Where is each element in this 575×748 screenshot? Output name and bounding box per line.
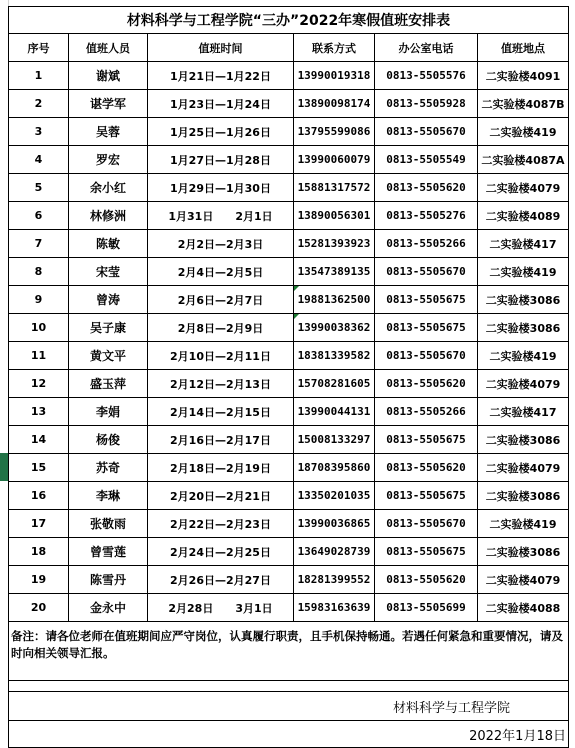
duty-location-cell[interactable]: 二实验楼4079 — [478, 370, 569, 398]
contact-phone-cell[interactable]: 18281399552 — [294, 566, 375, 594]
office-phone-cell[interactable]: 0813-5505620 — [375, 454, 478, 482]
office-phone-cell[interactable]: 0813-5505670 — [375, 342, 478, 370]
office-phone-cell[interactable]: 0813-5505670 — [375, 118, 478, 146]
contact-phone-cell[interactable]: 13795599086 — [294, 118, 375, 146]
blank-row — [9, 681, 569, 692]
staff-name-cell[interactable]: 谌学军 — [69, 90, 148, 118]
contact-phone-cell[interactable]: 13350201035 — [294, 482, 375, 510]
contact-phone-cell[interactable]: 15708281605 — [294, 370, 375, 398]
office-phone-cell[interactable]: 0813-5505576 — [375, 62, 478, 90]
duty-location-cell[interactable]: 二实验楼3086 — [478, 314, 569, 342]
table-row — [9, 230, 569, 258]
table-row — [9, 594, 569, 622]
contact-phone-cell[interactable]: 15008133297 — [294, 426, 375, 454]
duty-location-cell[interactable]: 二实验楼419 — [478, 510, 569, 538]
duty-time-cell[interactable]: 2月26日—2月27日 — [148, 566, 294, 594]
office-phone-cell[interactable]: 0813-5505620 — [375, 566, 478, 594]
duty-time-cell[interactable]: 2月14日—2月15日 — [148, 398, 294, 426]
contact-phone-cell[interactable]: 19881362500 — [294, 286, 375, 314]
staff-name-cell[interactable]: 曾涛 — [69, 286, 148, 314]
duty-time-cell[interactable]: 1月31日 2月1日 — [148, 202, 294, 230]
staff-name-cell[interactable]: 林修洲 — [69, 202, 148, 230]
row-number-cell[interactable]: 12 — [9, 370, 69, 398]
table-row — [9, 286, 569, 314]
duty-time-cell[interactable]: 2月22日—2月23日 — [148, 510, 294, 538]
row-number-cell[interactable]: 5 — [9, 174, 69, 202]
contact-phone-cell[interactable]: 18708395860 — [294, 454, 375, 482]
staff-name-cell[interactable]: 杨俊 — [69, 426, 148, 454]
duty-time-cell[interactable]: 2月20日—2月21日 — [148, 482, 294, 510]
row-number-cell[interactable]: 7 — [9, 230, 69, 258]
duty-location-cell[interactable]: 二实验楼3086 — [478, 286, 569, 314]
duty-time-cell[interactable]: 2月12日—2月13日 — [148, 370, 294, 398]
table-row — [9, 174, 569, 202]
comment-indicator-icon — [294, 286, 299, 291]
duty-time-cell[interactable]: 2月28日 3月1日 — [148, 594, 294, 622]
header-cell[interactable]: 值班人员 — [69, 34, 148, 62]
table-row — [9, 538, 569, 566]
duty-location-cell[interactable]: 二实验楼417 — [478, 230, 569, 258]
duty-time-cell[interactable]: 1月25日—1月26日 — [148, 118, 294, 146]
staff-name-cell[interactable]: 曾雪莲 — [69, 538, 148, 566]
date-row — [9, 721, 569, 748]
office-phone-cell[interactable]: 0813-5505549 — [375, 146, 478, 174]
staff-name-cell[interactable]: 吴子康 — [69, 314, 148, 342]
office-phone-cell[interactable]: 0813-5505620 — [375, 174, 478, 202]
staff-name-cell[interactable]: 陈雪丹 — [69, 566, 148, 594]
table-row — [9, 118, 569, 146]
row-number-cell[interactable]: 4 — [9, 146, 69, 174]
duty-time-cell[interactable]: 2月18日—2月19日 — [148, 454, 294, 482]
staff-name-cell[interactable]: 吴蓉 — [69, 118, 148, 146]
row-number-cell[interactable]: 16 — [9, 482, 69, 510]
duty-location-cell[interactable]: 二实验楼4089 — [478, 202, 569, 230]
row-number-cell[interactable]: 14 — [9, 426, 69, 454]
duty-location-cell[interactable]: 二实验楼4088 — [478, 594, 569, 622]
duty-location-cell[interactable]: 二实验楼4079 — [478, 454, 569, 482]
duty-location-cell[interactable]: 二实验楼419 — [478, 342, 569, 370]
row-number-cell[interactable]: 15 — [9, 454, 69, 482]
header-cell[interactable]: 序号 — [9, 34, 69, 62]
table-row — [9, 398, 569, 426]
duty-time-cell[interactable]: 2月16日—2月17日 — [148, 426, 294, 454]
note-row — [9, 622, 569, 681]
duty-location-cell[interactable]: 二实验楼4091 — [478, 62, 569, 90]
table-row — [9, 566, 569, 594]
contact-phone-cell[interactable]: 13990036865 — [294, 510, 375, 538]
staff-name-cell[interactable]: 金永中 — [69, 594, 148, 622]
duty-location-cell[interactable]: 二实验楼419 — [478, 118, 569, 146]
contact-phone-cell[interactable]: 15983163639 — [294, 594, 375, 622]
table-row — [9, 482, 569, 510]
office-phone-cell[interactable]: 0813-5505670 — [375, 258, 478, 286]
table-row — [9, 314, 569, 342]
duty-time-cell[interactable]: 1月29日—1月30日 — [148, 174, 294, 202]
duty-location-cell[interactable]: 二实验楼419 — [478, 258, 569, 286]
contact-phone-cell[interactable]: 13547389135 — [294, 258, 375, 286]
blank-cell[interactable] — [9, 681, 569, 692]
table-row — [9, 370, 569, 398]
contact-phone-cell[interactable]: 15281393923 — [294, 230, 375, 258]
office-phone-cell[interactable]: 0813-5505276 — [375, 202, 478, 230]
staff-name-cell[interactable]: 陈敏 — [69, 230, 148, 258]
table-row — [9, 90, 569, 118]
row-number-cell[interactable]: 6 — [9, 202, 69, 230]
duty-time-cell[interactable]: 2月24日—2月25日 — [148, 538, 294, 566]
staff-name-cell[interactable]: 黄文平 — [69, 342, 148, 370]
office-phone-cell[interactable]: 0813-5505675 — [375, 314, 478, 342]
row-number-cell[interactable]: 13 — [9, 398, 69, 426]
duty-location-cell[interactable]: 二实验楼3086 — [478, 482, 569, 510]
duty-location-cell[interactable]: 二实验楼4079 — [478, 174, 569, 202]
office-phone-cell[interactable]: 0813-5505266 — [375, 230, 478, 258]
duty-time-cell[interactable]: 2月6日—2月7日 — [148, 286, 294, 314]
staff-name-cell[interactable]: 李琳 — [69, 482, 148, 510]
duty-location-cell[interactable]: 二实验楼3086 — [478, 538, 569, 566]
office-phone-cell[interactable]: 0813-5505266 — [375, 398, 478, 426]
row-number-cell[interactable]: 2 — [9, 90, 69, 118]
row-number-cell[interactable]: 19 — [9, 566, 69, 594]
duty-time-cell[interactable]: 2月10日—2月11日 — [148, 342, 294, 370]
staff-name-cell[interactable]: 罗宏 — [69, 146, 148, 174]
row-number-cell[interactable]: 20 — [9, 594, 69, 622]
table-row — [9, 342, 569, 370]
office-phone-cell[interactable]: 0813-5505675 — [375, 426, 478, 454]
staff-name-cell[interactable]: 宋莹 — [69, 258, 148, 286]
duty-location-cell[interactable]: 二实验楼4079 — [478, 566, 569, 594]
row-number-cell[interactable]: 18 — [9, 538, 69, 566]
comment-indicator-icon — [294, 314, 299, 319]
issue-date[interactable]: 2022年1月18日 — [9, 721, 569, 748]
contact-phone-cell[interactable]: 15881317572 — [294, 174, 375, 202]
table-row — [9, 202, 569, 230]
table-title[interactable]: 材料科学与工程学院“三办”2022年寒假值班安排表 — [9, 7, 569, 34]
duty-schedule-table — [8, 6, 569, 748]
duty-location-cell[interactable]: 二实验楼3086 — [478, 426, 569, 454]
office-phone-cell[interactable]: 0813-5505675 — [375, 538, 478, 566]
duty-time-cell[interactable]: 2月2日—2月3日 — [148, 230, 294, 258]
duty-location-cell[interactable]: 二实验楼4087A — [478, 146, 569, 174]
staff-name-cell[interactable]: 盛玉萍 — [69, 370, 148, 398]
header-row — [9, 34, 569, 62]
header-cell[interactable]: 办公室电话 — [375, 34, 478, 62]
row-number-cell[interactable]: 8 — [9, 258, 69, 286]
duty-time-cell[interactable]: 1月21日—1月22日 — [148, 62, 294, 90]
table-row — [9, 426, 569, 454]
duty-time-cell[interactable]: 2月4日—2月5日 — [148, 258, 294, 286]
row-number-cell[interactable]: 11 — [9, 342, 69, 370]
row-number-cell[interactable]: 3 — [9, 118, 69, 146]
contact-phone-cell[interactable]: 13649028739 — [294, 538, 375, 566]
staff-name-cell[interactable]: 谢斌 — [69, 62, 148, 90]
duty-time-cell[interactable]: 1月23日—1月24日 — [148, 90, 294, 118]
selected-row-indicator — [0, 453, 8, 481]
row-number-cell[interactable]: 10 — [9, 314, 69, 342]
duty-time-cell[interactable]: 1月27日—1月28日 — [148, 146, 294, 174]
office-phone-cell[interactable]: 0813-5505675 — [375, 482, 478, 510]
row-number-cell[interactable]: 1 — [9, 62, 69, 90]
row-number-cell[interactable]: 9 — [9, 286, 69, 314]
table-row — [9, 510, 569, 538]
contact-phone-cell[interactable]: 18381339582 — [294, 342, 375, 370]
duty-location-cell[interactable]: 二实验楼4087B — [478, 90, 569, 118]
table-row — [9, 62, 569, 90]
note-cell[interactable]: 备注：请各位老师在值班期间应严守岗位，认真履行职责，且手机保持畅通。若遇任何紧急和重要情况，请及时向相关领导汇报。 — [9, 622, 569, 681]
header-cell[interactable]: 联系方式 — [294, 34, 375, 62]
contact-phone-cell[interactable]: 13990019318 — [294, 62, 375, 90]
duty-time-cell[interactable]: 2月8日—2月9日 — [148, 314, 294, 342]
contact-phone-cell[interactable]: 13890098174 — [294, 90, 375, 118]
office-phone-cell[interactable]: 0813-5505670 — [375, 510, 478, 538]
table-row — [9, 454, 569, 482]
staff-name-cell[interactable]: 余小红 — [69, 174, 148, 202]
contact-phone-cell[interactable]: 13890056301 — [294, 202, 375, 230]
organization-signature[interactable]: 材料科学与工程学院 — [9, 692, 569, 721]
contact-phone-cell[interactable]: 13990060079 — [294, 146, 375, 174]
office-phone-cell[interactable]: 0813-5505928 — [375, 90, 478, 118]
header-cell[interactable]: 值班时间 — [148, 34, 294, 62]
staff-name-cell[interactable]: 张敬雨 — [69, 510, 148, 538]
contact-phone-cell[interactable]: 13990038362 — [294, 314, 375, 342]
header-cell[interactable]: 值班地点 — [478, 34, 569, 62]
office-phone-cell[interactable]: 0813-5505675 — [375, 286, 478, 314]
contact-phone-cell[interactable]: 13990044131 — [294, 398, 375, 426]
duty-location-cell[interactable]: 二实验楼417 — [478, 398, 569, 426]
table-row — [9, 146, 569, 174]
staff-name-cell[interactable]: 李娟 — [69, 398, 148, 426]
office-phone-cell[interactable]: 0813-5505620 — [375, 370, 478, 398]
row-number-cell[interactable]: 17 — [9, 510, 69, 538]
table-row — [9, 258, 569, 286]
office-phone-cell[interactable]: 0813-5505699 — [375, 594, 478, 622]
staff-name-cell[interactable]: 苏奇 — [69, 454, 148, 482]
organization-row — [9, 692, 569, 721]
